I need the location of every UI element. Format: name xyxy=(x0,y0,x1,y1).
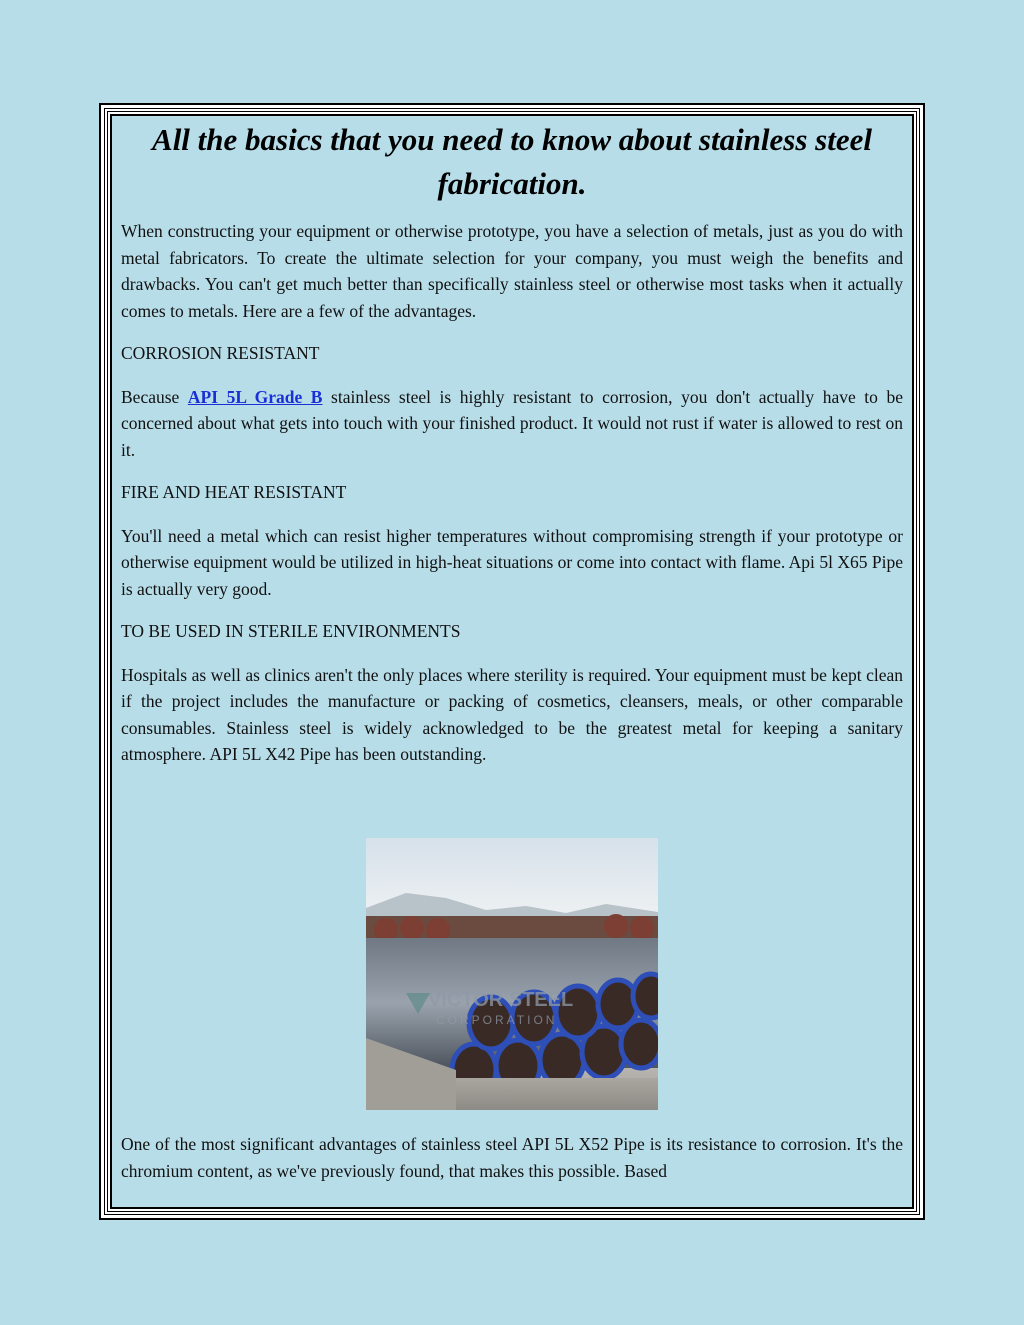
intro-paragraph: When constructing your equipment or otherwise prototype, you have a selection of metals, just as you do with metal fabricators. To create the ultimate selection for your company, you must weigh the benefits and drawbacks. You can't get much better than specifically stainless steel or otherwise most tasks when it actually comes to metals. Here are a few of the advantages. xyxy=(121,221,903,321)
section-heading-corrosion: CORROSION RESISTANT xyxy=(121,343,320,363)
section-heading-sterile: TO BE USED IN STERILE ENVIRONMENTS xyxy=(121,621,461,641)
section-text-corrosion xyxy=(121,384,903,464)
text-after-link: stainless steel is highly resistant to corrosion, you don't actually have to be concerned about what gets into touch with your finished product. It would not rust if water is allowed to rest on it. xyxy=(121,386,903,460)
api-5l-grade-b-link[interactable]: API 5L Grade B xyxy=(187,386,323,407)
document-body xyxy=(121,118,903,784)
document-title: All the basics that you need to know about stainless steel fabrication. xyxy=(152,122,872,201)
section-text-sterile: Hospitals as well as clinics aren't the only places where sterility is required. Your equipment must be kept clean if the project includes the manufacture or packing of cosmetics, cleansers, meals, or other comparable consumables. Stainless steel is widely acknowledged to be the greatest metal for keeping a sanitary atmosphere. API 5L X42 Pipe has been outstanding. xyxy=(121,664,903,764)
closing-paragraph-wrap xyxy=(121,1131,903,1184)
watermark-line2: CORPORATION xyxy=(436,1013,558,1027)
closing-paragraph: One of the most significant advantages of stainless steel API 5L X52 Pipe is its resistance to corrosion. It's the chromium content, as we've previously found, that makes this possible. Based xyxy=(121,1134,903,1181)
section-text-fire: You'll need a metal which can resist higher temperatures without compromising strength if your prototype or otherwise equipment would be utilized in high-heat situations or come into contact with flame. Api 5l X65 Pipe is actually very good. xyxy=(121,525,903,599)
steel-pipes-photo xyxy=(366,838,658,1110)
section-heading-fire: FIRE AND HEAT RESISTANT xyxy=(121,482,347,502)
text-before-link: Because xyxy=(121,386,188,407)
watermark-line1: VICTOR STEEL xyxy=(428,989,574,1011)
pipes-illustration xyxy=(366,838,658,1110)
